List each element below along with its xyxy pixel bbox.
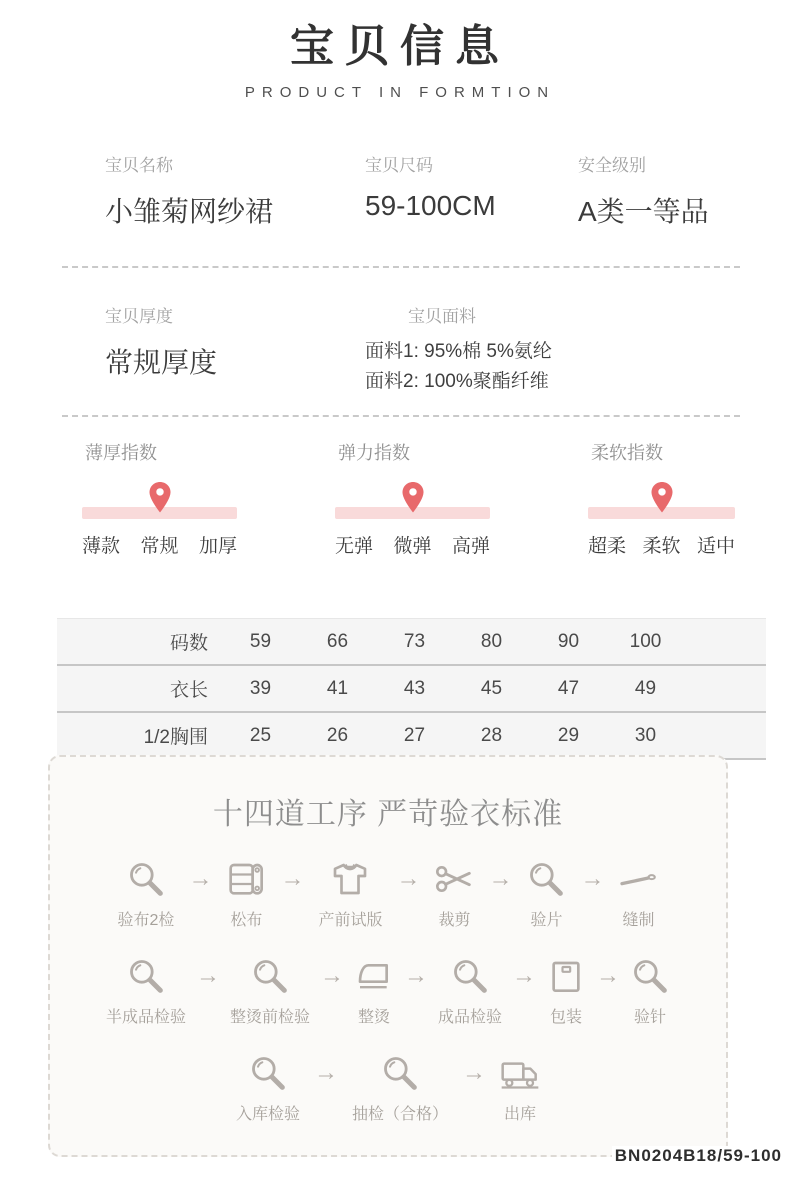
table-cell: 47 <box>557 677 580 699</box>
index-options <box>82 531 237 558</box>
process-step-label: 整烫 <box>357 1009 390 1026</box>
process-step <box>236 1053 300 1124</box>
field-label: 宝贝厚度 <box>105 307 173 326</box>
arrow-right-icon: → <box>404 962 428 989</box>
table-cell: 73 <box>403 630 426 652</box>
process-step <box>226 859 266 930</box>
process-step <box>618 859 658 930</box>
table-cell: 49 <box>634 677 657 699</box>
magnifier-icon <box>126 859 166 899</box>
index-label: 薄厚指数 <box>85 443 157 463</box>
fabric-line-2: 面料2: 100%聚酯纤维 <box>365 371 549 392</box>
table-cell: 30 <box>634 724 657 746</box>
process-step <box>438 956 502 1027</box>
package-icon <box>546 956 586 996</box>
process-step <box>630 956 670 1027</box>
product-fields-row-2 <box>105 302 740 397</box>
process-step-label: 抽检（合格） <box>352 1106 449 1123</box>
index-option: 柔软 <box>642 536 681 557</box>
table-cell: 43 <box>403 677 426 699</box>
index-options <box>335 531 490 558</box>
field-product-name <box>105 151 365 230</box>
table-cell: 66 <box>326 630 349 652</box>
process-step-label: 整烫前检验 <box>229 1009 310 1026</box>
process-step <box>352 1053 448 1124</box>
page-header <box>0 0 800 101</box>
fabric-composition <box>365 337 740 397</box>
process-step-label: 验片 <box>530 912 563 929</box>
index-option: 高弹 <box>451 536 490 557</box>
process-step-label: 缝制 <box>622 912 655 929</box>
field-label: 宝贝名称 <box>105 156 173 175</box>
index-options <box>588 531 735 558</box>
elasticity-index <box>335 439 490 558</box>
field-value: 常规厚度 <box>105 347 218 378</box>
field-product-size <box>365 151 578 230</box>
process-step-label: 半成品检验 <box>105 1009 186 1026</box>
table-row <box>57 618 766 666</box>
location-pin-icon <box>147 481 172 514</box>
table-cell: 25 <box>249 724 272 746</box>
process-step <box>500 1053 540 1124</box>
arrow-right-icon: → <box>195 962 220 989</box>
process-step <box>118 859 175 930</box>
index-option: 超柔 <box>588 536 627 557</box>
process-step-label: 松布 <box>230 912 263 929</box>
softness-index <box>588 439 735 558</box>
table-cell: 26 <box>326 724 349 746</box>
table-cell: 39 <box>249 677 272 699</box>
field-safety-level <box>578 151 740 230</box>
field-value: 59-100CM <box>365 190 496 221</box>
field-value: 小雏菊网纱裙 <box>105 196 274 227</box>
index-label: 柔软指数 <box>591 443 663 463</box>
location-pin-icon <box>400 481 425 514</box>
field-label: 宝贝尺码 <box>365 156 433 175</box>
page-subtitle: PRODUCT IN FORMTION <box>244 84 556 101</box>
index-option: 薄款 <box>82 536 121 557</box>
index-option: 适中 <box>696 536 735 557</box>
index-option: 加厚 <box>198 536 237 557</box>
table-cell: 28 <box>480 724 503 746</box>
table-cell: 29 <box>557 724 580 746</box>
row-header: 衣长 <box>169 680 208 701</box>
dashed-divider <box>62 415 740 417</box>
arrow-right-icon: → <box>314 1059 338 1086</box>
table-cell: 59 <box>249 630 272 652</box>
process-row-1 <box>50 859 726 930</box>
table-cell: 41 <box>326 677 349 699</box>
arrow-right-icon: → <box>580 865 605 892</box>
process-title: 十四道工序 严苛验衣标准 <box>212 798 564 831</box>
process-step <box>230 956 310 1027</box>
needle-icon <box>618 859 658 899</box>
field-label: 安全级别 <box>578 156 646 175</box>
magnifier-icon <box>630 956 670 996</box>
field-thickness <box>105 302 365 397</box>
field-label: 宝贝面料 <box>408 307 476 326</box>
product-code: BN0204B18/59-100 <box>612 1146 785 1166</box>
magnifier-icon <box>126 956 166 996</box>
process-step <box>318 859 382 930</box>
arrow-right-icon: → <box>512 962 537 989</box>
process-step-label: 产前试版 <box>318 912 383 929</box>
arrow-right-icon: → <box>188 865 213 892</box>
page-title: 宝贝信息 <box>290 22 510 71</box>
arrow-right-icon: → <box>280 865 305 892</box>
process-step-label: 验针 <box>634 1009 667 1026</box>
field-fabric <box>365 302 740 397</box>
process-step <box>526 859 566 930</box>
process-step-label: 验布2检 <box>117 912 175 929</box>
arrow-right-icon: → <box>488 865 513 892</box>
product-fields-row-1 <box>105 151 740 230</box>
process-step-label: 入库检验 <box>235 1106 300 1123</box>
index-slider <box>82 475 237 519</box>
dashed-divider <box>62 266 740 268</box>
location-pin-icon <box>649 481 674 514</box>
index-label: 弹力指数 <box>338 443 410 463</box>
process-step-label: 出库 <box>504 1106 537 1123</box>
process-step-label: 成品检验 <box>438 1009 503 1026</box>
size-table <box>57 618 766 760</box>
arrow-right-icon: → <box>596 962 621 989</box>
thickness-index <box>82 439 237 558</box>
index-option: 无弹 <box>335 536 374 557</box>
table-cell: 90 <box>557 630 580 652</box>
index-slider <box>588 475 735 519</box>
process-row-2 <box>50 956 726 1027</box>
arrow-right-icon: → <box>396 865 421 892</box>
process-step <box>546 956 586 1027</box>
row-header: 1/2胸围 <box>143 727 208 748</box>
table-row <box>57 713 766 760</box>
field-value: A类一等品 <box>578 196 709 227</box>
scissors-icon <box>434 859 474 899</box>
index-option: 常规 <box>140 536 179 557</box>
table-cell: 45 <box>480 677 503 699</box>
table-cell: 80 <box>480 630 503 652</box>
arrow-right-icon: → <box>462 1059 487 1086</box>
process-step-label: 裁剪 <box>438 912 471 929</box>
process-step <box>106 956 186 1027</box>
magnifier-icon <box>250 956 290 996</box>
process-step-label: 包装 <box>550 1009 583 1026</box>
process-row-3 <box>50 1053 726 1124</box>
table-cell: 27 <box>403 724 426 746</box>
table-cell: 100 <box>629 630 662 652</box>
index-slider <box>335 475 490 519</box>
magnifier-icon <box>380 1053 420 1093</box>
magnifier-icon <box>526 859 566 899</box>
fabric-line-1: 面料1: 95%棉 5%氨纶 <box>365 341 552 362</box>
arrow-right-icon: → <box>320 962 344 989</box>
magnifier-icon <box>248 1053 288 1093</box>
tshirt-icon <box>330 859 370 899</box>
row-header: 码数 <box>169 633 208 654</box>
process-step <box>354 956 394 1027</box>
index-option: 微弹 <box>393 536 432 557</box>
process-box <box>48 755 728 1157</box>
iron-icon <box>354 956 394 996</box>
index-sliders <box>82 439 735 558</box>
process-step <box>434 859 474 930</box>
magnifier-icon <box>450 956 490 996</box>
truck-icon <box>500 1053 540 1093</box>
fabric-roll-icon <box>226 859 266 899</box>
table-row <box>57 666 766 713</box>
